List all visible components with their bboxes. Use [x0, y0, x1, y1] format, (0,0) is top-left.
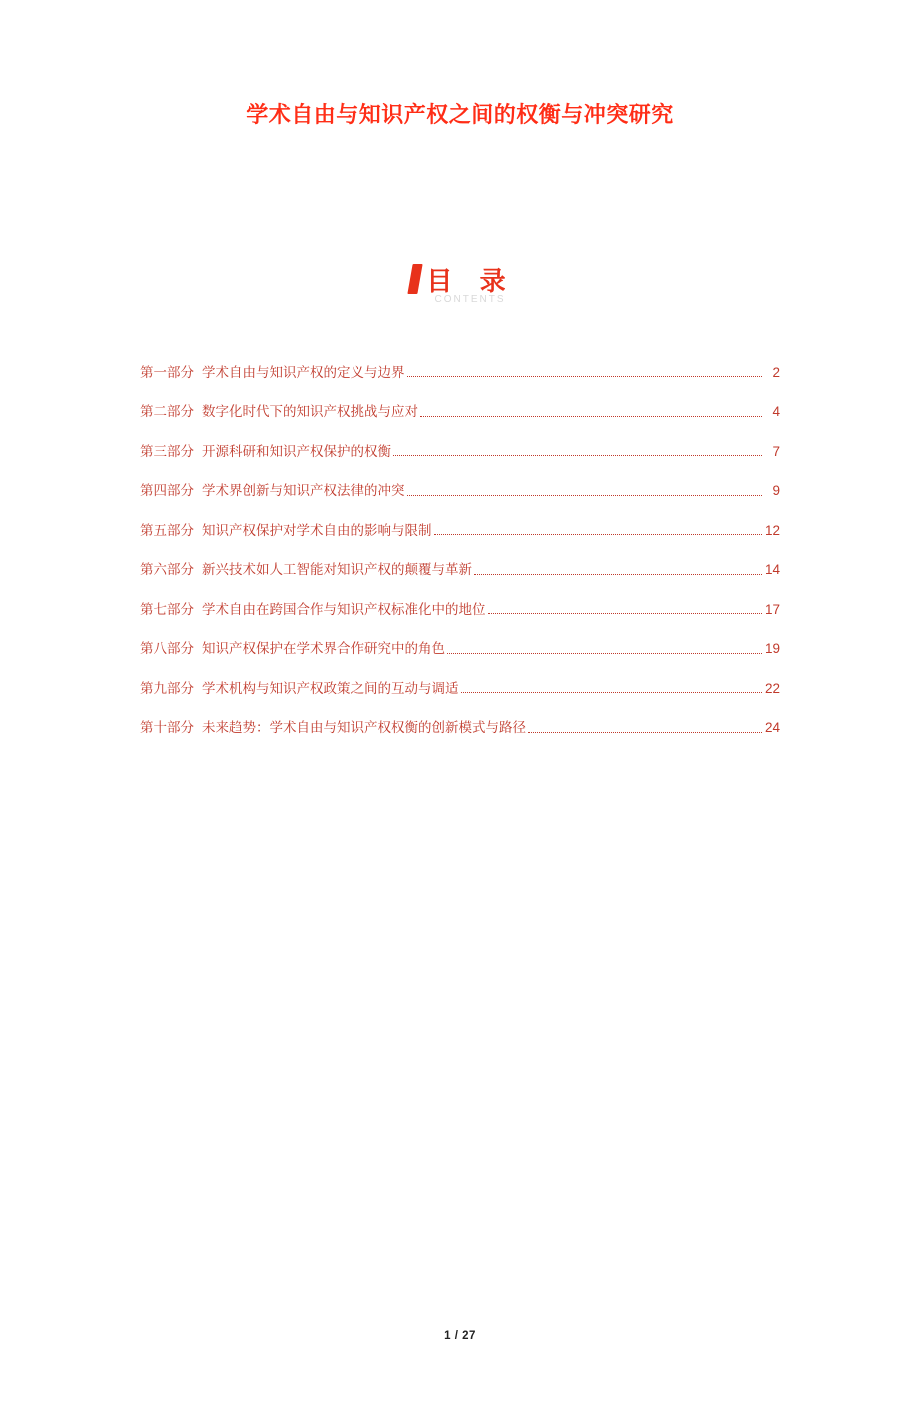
toc-accent-mark-icon: [408, 264, 423, 294]
toc-leader-dots: [474, 567, 762, 575]
toc-entry-title: 学术自由在跨国合作与知识产权标准化中的地位: [202, 601, 486, 617]
toc-entry-part: 第三部分: [140, 443, 194, 459]
toc-leader-dots: [461, 685, 763, 693]
toc-entry-part: 第九部分: [140, 680, 194, 696]
toc-leader-dots: [420, 409, 762, 417]
toc-entry-part: 第七部分: [140, 601, 194, 617]
toc-entry-title: 知识产权保护在学术界合作研究中的角色: [202, 641, 445, 657]
toc-leader-dots: [393, 448, 762, 456]
toc-entry-title: 数字化时代下的知识产权挑战与应对: [202, 404, 418, 420]
toc-leader-dots: [407, 369, 763, 377]
toc-entry-page: 7: [772, 443, 780, 459]
toc-entry-part: 第四部分: [140, 483, 194, 499]
toc-entry[interactable]: [140, 471, 780, 511]
toc-entry-page: 19: [764, 641, 780, 657]
toc-entry-part: 第八部分: [140, 641, 194, 657]
toc-entry-title: 开源科研和知识产权保护的权衡: [202, 443, 391, 459]
toc-heading: [140, 261, 780, 317]
toc-entry[interactable]: [140, 590, 780, 630]
toc-entry-title: 未来趋势：学术自由与知识产权权衡的创新模式与路径: [202, 720, 526, 736]
toc-entry[interactable]: [140, 669, 780, 709]
toc-entry-title: 学术机构与知识产权政策之间的互动与调适: [202, 680, 459, 696]
toc-entry[interactable]: [140, 392, 780, 432]
toc-entry-part: 第六部分: [140, 562, 194, 578]
toc-entry-part: 第二部分: [140, 404, 194, 420]
toc-leader-dots: [528, 725, 762, 733]
toc-entry-page: 22: [764, 680, 780, 696]
toc-entry[interactable]: [140, 432, 780, 472]
toc-entry[interactable]: [140, 708, 780, 748]
toc-entry-page: 2: [772, 364, 780, 380]
toc-entry-page: 9: [772, 483, 780, 499]
toc-entry[interactable]: [140, 550, 780, 590]
toc-leader-dots: [434, 527, 763, 535]
toc-entry-title: 学术自由与知识产权的定义与边界: [202, 364, 405, 380]
toc-entry[interactable]: [140, 629, 780, 669]
page-number-footer: 1 / 27: [444, 1330, 476, 1342]
toc-entry[interactable]: [140, 511, 780, 551]
toc-leader-dots: [407, 488, 763, 496]
toc-entry-part: 第一部分: [140, 364, 194, 380]
toc-heading-label: 目 录: [426, 265, 516, 296]
toc-entry-part: 第十部分: [140, 720, 194, 736]
toc-leader-dots: [447, 646, 762, 654]
toc-entry-page: 12: [764, 522, 780, 538]
toc-entry-page: 14: [764, 562, 780, 578]
toc-entry-title: 学术界创新与知识产权法律的冲突: [202, 483, 405, 499]
toc-entry-part: 第五部分: [140, 522, 194, 538]
toc-entry-title: 新兴技术如人工智能对知识产权的颠覆与革新: [202, 562, 472, 578]
toc-list: [140, 353, 780, 748]
toc-entry-page: 4: [772, 404, 780, 420]
toc-entry-page: 17: [764, 601, 780, 617]
toc-entry-page: 24: [764, 720, 780, 736]
toc-entry[interactable]: [140, 353, 780, 393]
toc-heading-subtitle: CONTENTS: [434, 293, 506, 305]
toc-heading-inner: [404, 261, 515, 305]
page-title: 学术自由与知识产权之间的权衡与冲突研究: [246, 102, 674, 127]
document-page: [0, 100, 920, 1402]
toc-leader-dots: [488, 606, 763, 614]
toc-entry-title: 知识产权保护对学术自由的影响与限制: [202, 522, 432, 538]
